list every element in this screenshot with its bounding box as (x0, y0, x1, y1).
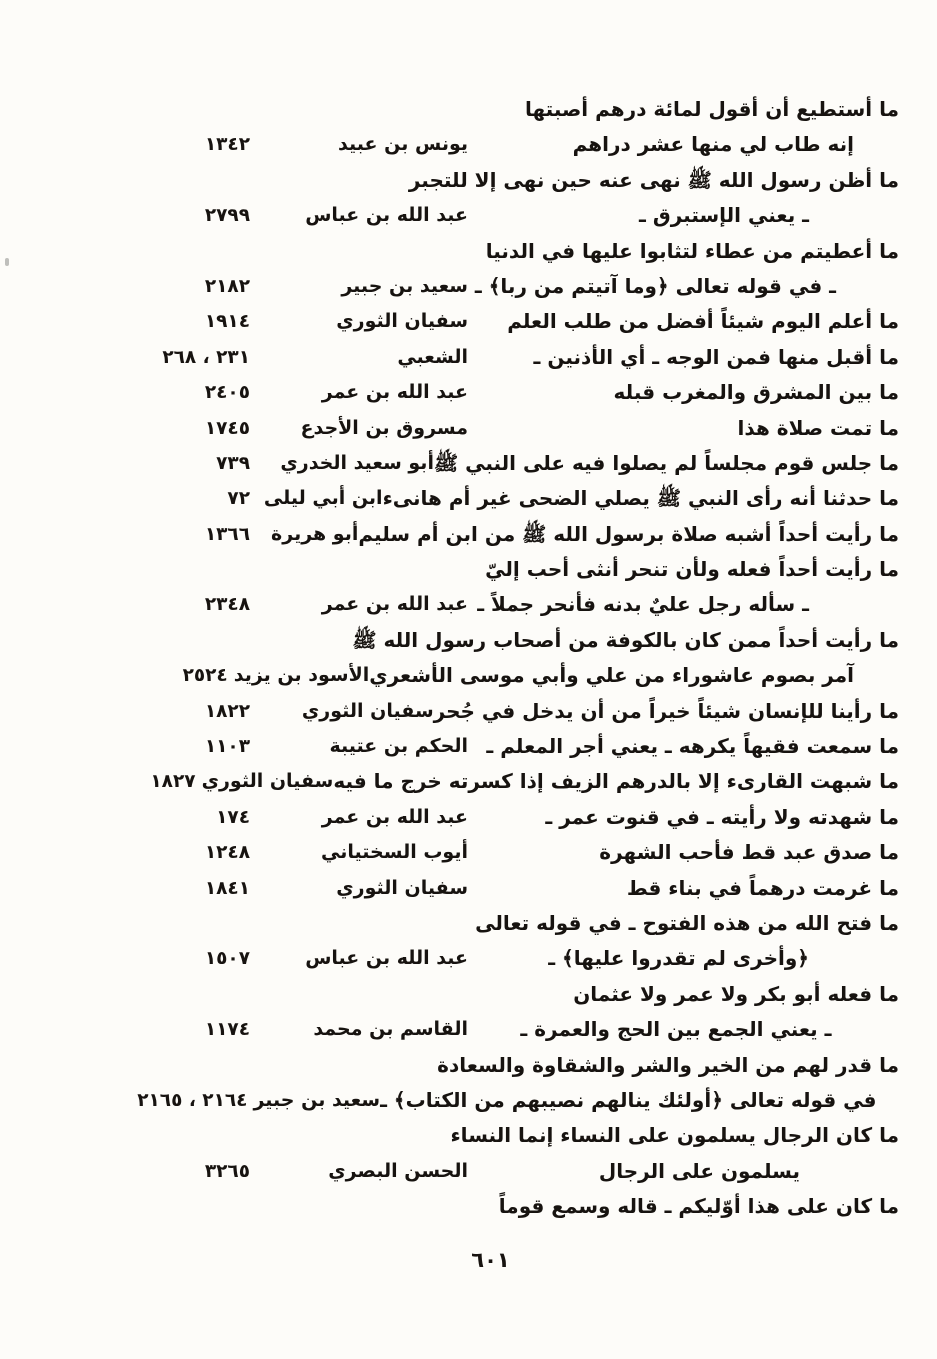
entry-text: ما حدثنا أنه رأى النبي ﷺ يصلي الضحى غير أم هانىء (382, 486, 899, 511)
entry-narrator: ابن أبي ليلى (263, 487, 383, 510)
index-entry-row (100, 92, 899, 127)
index-entry-row (100, 800, 899, 835)
index-entry-row (100, 304, 899, 339)
entry-page-numbers: ٢٥٢٤ (182, 665, 228, 687)
entry-narrator: عبد الله بن عمر (321, 381, 468, 404)
index-entry-row (100, 446, 899, 481)
index-entry-row (100, 1118, 899, 1153)
entry-narrator: عبد الله بن عباس (305, 947, 468, 970)
entry-page-numbers: ٢٧٩٩ (204, 205, 250, 227)
entry-page-numbers: ١٧٤٥ (204, 417, 250, 439)
entry-page-numbers: ٢١٨٢ (204, 275, 250, 297)
entry-text: ما كان الرجال يسلمون على النساء إنما النساء (450, 1123, 899, 1148)
entry-page-numbers: ٢١٦٤ ، ٢١٦٥ (137, 1089, 248, 1111)
entry-narrator: سفيان الثوري (336, 310, 468, 333)
entry-text: ما جلس قوم مجلساً لم يصلوا فيه على النبي ﷺ (433, 450, 899, 475)
entry-narrator: أبو سعيد الخدري (280, 451, 434, 474)
entry-page-numbers: ٢٣٤٨ (204, 594, 250, 616)
entry-text: ما أعلم اليوم شيئاً أفضل من طلب العلم (507, 309, 899, 334)
entry-text: ما أستطيع أن أقول لمائة درهم أصبتها (524, 97, 899, 121)
entry-narrator: يونس بن عبيد (338, 133, 468, 156)
entry-narrator: الأسود بن يزيد (233, 664, 370, 687)
entry-page-numbers: ١٣٤٢ (204, 134, 250, 156)
index-entry-row (100, 269, 899, 304)
entry-text: ﴿وأخرى لم تقدروا عليها﴾ ـ (548, 946, 809, 971)
entry-text: ـ يعني الجمع بين الحج والعمرة ـ (520, 1017, 832, 1042)
entry-text: ما أعطيتم من عطاء لتثابوا عليها في الدنيا (485, 238, 899, 263)
entry-narrator: سعيد بن جبير (341, 274, 468, 297)
entry-text: ما فتح الله من هذه الفتوح ـ في قوله تعالى (475, 910, 899, 935)
entry-text: ما أظن رسول الله ﷺ نهى عنه حين نهى إلا للتجبر (408, 167, 899, 192)
entry-text: آمر بصوم عاشوراء من علي وأبي موسى الأشعري (369, 663, 854, 688)
entry-text: ما غرمت درهماً في بناء قط (626, 875, 899, 900)
entry-narrator: الشعبي (397, 345, 468, 368)
entry-page-numbers: ١٣٦٦ (204, 523, 250, 545)
entry-page-numbers: ١٢٤٨ (204, 842, 250, 864)
page-footer (0, 1248, 937, 1272)
entry-text: ما بين المشرق والمغرب قبله (613, 380, 899, 405)
index-entry-row (100, 1012, 899, 1047)
index-entry-row (100, 552, 899, 587)
entry-text: ما سمعت فقيهاً يكرهه ـ يعني أجر المعلم ـ (486, 734, 899, 759)
index-entry-row (100, 163, 899, 198)
entry-text: ما قدر لهم من الخير والشر والشقاوة والسعادة (437, 1052, 899, 1077)
index-entry-row (100, 623, 899, 658)
index-entry-row (100, 871, 899, 906)
index-entry-row (100, 411, 899, 446)
entry-narrator: الحسن البصري (328, 1159, 468, 1182)
entry-narrator: الحكم بن عتيبة (329, 735, 468, 758)
entry-page-numbers: ١٧٤ (216, 806, 250, 828)
index-entry-row (100, 587, 899, 622)
entry-text: ما صدق عبد قط فأحب الشهرة (599, 840, 899, 865)
index-entry-row (100, 729, 899, 764)
entry-text: ما رأينا للإنسان شيئاً خيراً من أن يدخل في جُحر (433, 698, 899, 723)
entry-text: ما رأيت أحداً فعله ولأن تنحر أنثى أحب إليّ (485, 557, 899, 582)
entry-text: ما فعله أبو بكر ولا عمر ولا عثمان (573, 981, 899, 1006)
entry-text: ما تمت صلاة هذا (737, 415, 899, 440)
index-entry-row (100, 375, 899, 410)
entry-page-numbers: ١٨٢٢ (204, 700, 250, 722)
entry-narrator: سفيان الثوري (201, 770, 334, 793)
entry-text: ما أقبل منها فمن الوجه ـ أي الأذنين ـ (533, 344, 899, 369)
index-entry-row (100, 1048, 899, 1083)
entry-page-numbers: ٣٢٦٥ (204, 1160, 250, 1182)
entry-text: ما شهدته ولا رأيته ـ في قنوت عمر ـ (545, 804, 899, 829)
index-entry-row (100, 127, 899, 162)
entry-page-numbers: ١٨٢٧ (150, 771, 196, 793)
entry-page-numbers: ١٥٠٧ (204, 948, 250, 970)
index-entry-row (100, 835, 899, 870)
index-entry-row (100, 517, 899, 552)
index-entry-row (100, 977, 899, 1012)
entry-page-numbers: ٧٣٩ (216, 452, 250, 474)
entry-page-numbers: ١٩١٤ (204, 311, 250, 333)
index-entry-row (100, 340, 899, 375)
entry-narrator: سفيان الثوري (336, 876, 468, 899)
entry-text: ـ في قوله تعالى ﴿وما آتيتم من ربا﴾ ـ (474, 273, 836, 298)
entry-text: ما كان على هذا أوّليكم ـ قاله وسمع قوماً (498, 1194, 899, 1219)
page-number: ٦٠١ (471, 1248, 510, 1272)
entry-page-numbers: ٧٢ (227, 488, 250, 510)
entry-page-numbers: ١١٠٣ (204, 736, 250, 758)
index-entry-row (100, 234, 899, 269)
entry-narrator: مسروق بن الأجدع (300, 416, 468, 439)
entry-narrator: سعيد بن جبير (253, 1088, 381, 1111)
entry-narrator: عبد الله بن عمر (321, 805, 468, 828)
entry-page-numbers: ١٨٤١ (204, 877, 250, 899)
entry-text: في قوله تعالى ﴿أولئك ينالهم نصيبهم من الكتاب﴾ ـ (380, 1087, 877, 1112)
index-entry-row (100, 1189, 899, 1224)
entry-narrator: أبو هريرة (271, 522, 359, 545)
entry-narrator: أيوب السختياني (321, 841, 468, 864)
index-entry-row (100, 1154, 899, 1189)
entry-page-numbers: ١١٧٤ (204, 1019, 250, 1041)
index-entry-row (100, 198, 899, 233)
index-entry-row (100, 481, 899, 516)
entry-text: ـ يعني الإستبرق ـ (639, 203, 809, 228)
entry-page-numbers: ٢٤٠٥ (204, 382, 250, 404)
entry-narrator: سفيان الثوري (301, 699, 434, 722)
entry-text: يسلمون على الرجال (598, 1158, 800, 1183)
entry-text: ما شبهت القارىء إلا بالدرهم الزيف إذا كسرته خرج ما فيه (333, 769, 899, 794)
index-entry-row (100, 658, 899, 693)
entry-text: ما رأيت أحداً ممن كان بالكوفة من أصحاب رسول الله ﷺ (352, 627, 899, 652)
index-entry-row (100, 941, 899, 976)
entry-narrator: عبد الله بن عمر (321, 593, 468, 616)
index-entry-row (100, 694, 899, 729)
entry-text: ـ سأله رجل عليٌ بدنه فأنحر جملاً ـ (477, 592, 809, 617)
scan-artifact (5, 258, 9, 266)
index-entry-row (100, 1083, 899, 1118)
index-entry-row (100, 906, 899, 941)
index-entry-row (100, 764, 899, 799)
entry-text: ما رأيت أحداً أشبه صلاة برسول الله ﷺ من ابن أم سليم (358, 521, 899, 546)
entry-page-numbers: ٢٣١ ، ٢٦٨ (162, 346, 250, 368)
entry-narrator: القاسم بن محمد (313, 1018, 468, 1041)
entry-text: إنه طاب لي منها عشر دراهم (572, 132, 854, 157)
entry-narrator: عبد الله بن عباس (305, 204, 468, 227)
